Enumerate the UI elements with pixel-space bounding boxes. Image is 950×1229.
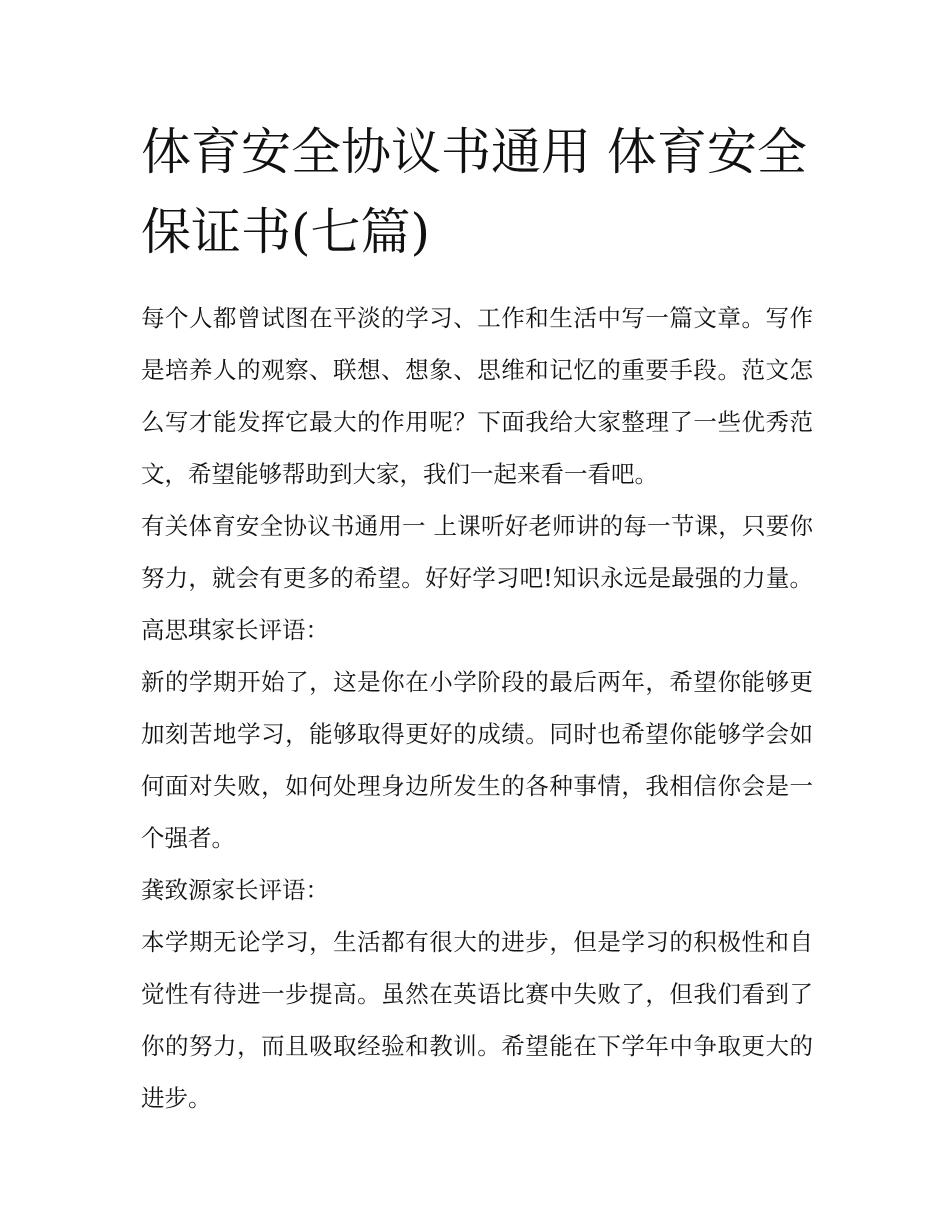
paragraph-comment-gao: 新的学期开始了，这是你在小学阶段的最后两年，希望你能够更加刻苦地学习，能够取得更好的成绩。同时也希望你能够学会如何面对失败，如何处理身边所发生的各种事情，我相信你会是一个强者。 (141, 668, 813, 852)
document-body (141, 292, 813, 1124)
paragraph-comment-gong: 本学期无论学习，生活都有很大的进步，但是学习的积极性和自觉性有待进一步提高。虽然在英语比赛中失败了，但我们看到了你的努力，而且吸取经验和教训。希望能在下学年中争取更大的进步。 (141, 928, 813, 1112)
paragraph-heading-gong: 龚致源家长评语： (141, 876, 329, 904)
document-page (141, 112, 813, 1124)
paragraph-section-one: 有关体育安全协议书通用一 上课听好老师讲的每一节课，只要你努力，就会有更多的希望。好好学习吧!知识永远是最强的力量。 高思琪家长评语： (141, 512, 813, 644)
paragraph-intro: 每个人都曾试图在平淡的学习、工作和生活中写一篇文章。写作是培养人的观察、联想、想象、思维和记忆的重要手段。范文怎么写才能发挥它最大的作用呢？下面我给大家整理了一些优秀范文，希望能够帮助到大家，我们一起来看一看吧。 (141, 304, 813, 488)
document-title: 体育安全协议书通用 体育安全保证书(七篇) (141, 123, 807, 261)
